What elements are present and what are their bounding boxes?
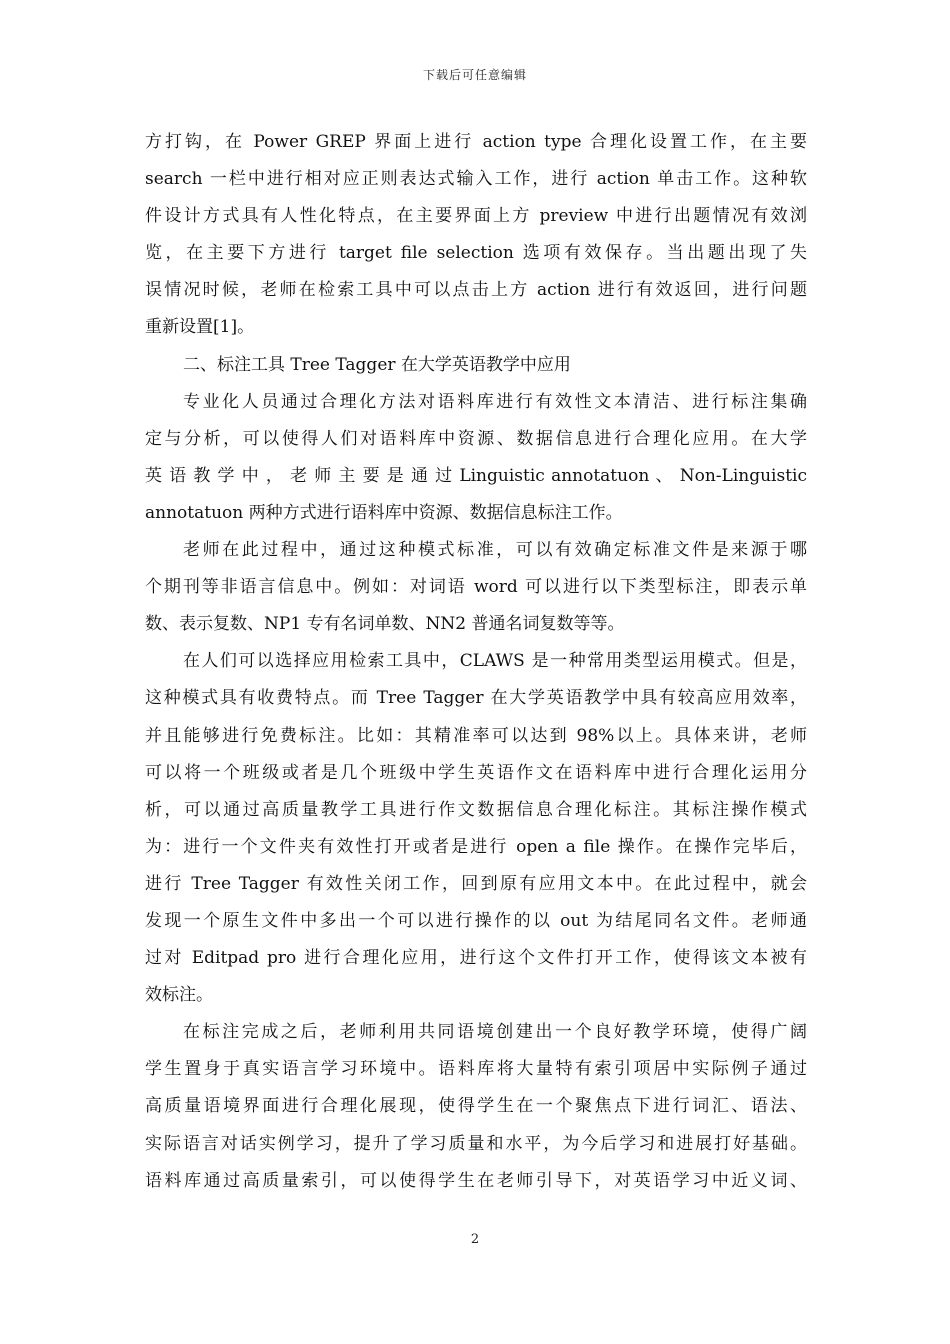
page-number: 2 bbox=[470, 1232, 480, 1247]
text-line: 语料库通过高质量索引，可以使得学生在老师引导下，对英语学习中近义词、 bbox=[145, 1170, 807, 1191]
text-line: 可以将一个班级或者是几个班级中学生英语作文在语料库中进行合理化运用分 bbox=[145, 762, 807, 783]
text-line: 在标注完成之后，老师利用共同语境创建出一个良好教学环境，使得广阔 bbox=[183, 1022, 807, 1043]
text-line: search 一栏中进行相对应正则表达式输入工作，进行 action 单击工作。这种软 bbox=[145, 169, 807, 190]
page-header: 下载后可任意编辑 bbox=[422, 68, 527, 82]
text-line: 件设计方式具有人性化特点，在主要界面上方 preview 中进行出题情况有效浏 bbox=[145, 206, 807, 227]
text-line: 在人们可以选择应用检索工具中，CLAWS 是一种常用类型运用模式。但是， bbox=[183, 651, 807, 672]
text-line: 数、表示复数、NP1 专有名词单数、NN2 普通名词复数等等。 bbox=[145, 614, 625, 635]
text-line: 个期刊等非语言信息中。例如：对词语 word 可以进行以下类型标注，即表示单 bbox=[145, 577, 807, 598]
text-line: 发现一个原生文件中多出一个可以进行操作的以 out 为结尾同名文件。老师通 bbox=[145, 910, 807, 931]
text-line: 定与分析，可以使得人们对语料库中资源、数据信息进行合理化应用。在大学 bbox=[145, 428, 807, 449]
text-line: 析，可以通过高质量教学工具进行作文数据信息合理化标注。其标注操作模式 bbox=[145, 799, 807, 820]
text-line: 二、标注工具 Tree Tagger 在大学英语教学中应用 bbox=[183, 354, 571, 375]
text-line: 并且能够进行免费标注。比如：其精准率可以达到 98%以上。具体来讲，老师 bbox=[145, 725, 807, 746]
text-line: 实际语言对话实例学习，提升了学习质量和水平，为今后学习和进展打好基础。 bbox=[145, 1133, 807, 1154]
body-text bbox=[145, 124, 807, 1200]
text-line: 误情况时候，老师在检索工具中可以点击上方 action 进行有效返回，进行问题 bbox=[145, 280, 807, 301]
text-line: 进行 Tree Tagger 有效性关闭工作，回到原有应用文本中。在此过程中，就会 bbox=[145, 873, 807, 894]
text-line: 老师在此过程中，通过这种模式标准，可以有效确定标准文件是来源于哪 bbox=[183, 540, 807, 561]
text-line: 为：进行一个文件夹有效性打开或者是进行 open a file 操作。在操作完毕后， bbox=[145, 836, 807, 857]
text-line: 这种模式具有收费特点。而 Tree Tagger 在大学英语教学中具有较高应用效率， bbox=[145, 688, 807, 709]
text-line: 英 语 教 学 中 ， 老 师 主 要 是 通 过 Linguistic annotatuon 、 Non-Linguistic bbox=[145, 465, 807, 486]
text-line: 览，在主要下方进行 target file selection 选项有效保存。当出题出现了失 bbox=[145, 243, 807, 264]
text-line: 高质量语境界面进行合理化展现，使得学生在一个聚焦点下进行词汇、语法、 bbox=[145, 1096, 807, 1117]
text-line: 过对 Editpad pro 进行合理化应用，进行这个文件打开工作，使得该文本被有 bbox=[145, 948, 807, 969]
text-line: 效标注。 bbox=[145, 985, 213, 1006]
text-line: 重新设置[1]。 bbox=[145, 317, 255, 338]
text-line: annotatuon 两种方式进行语料库中资源、数据信息标注工作。 bbox=[145, 502, 623, 523]
text-line: 学生置身于真实语言学习环境中。语料库将大量特有索引项居中实际例子通过 bbox=[145, 1059, 807, 1080]
text-line: 方打钩，在 Power GREP 界面上进行 action type 合理化设置工作，在主要 bbox=[145, 132, 807, 152]
text-line: 专业化人员通过合理化方法对语料库进行有效性文本清洁、进行标注集确 bbox=[183, 391, 807, 412]
